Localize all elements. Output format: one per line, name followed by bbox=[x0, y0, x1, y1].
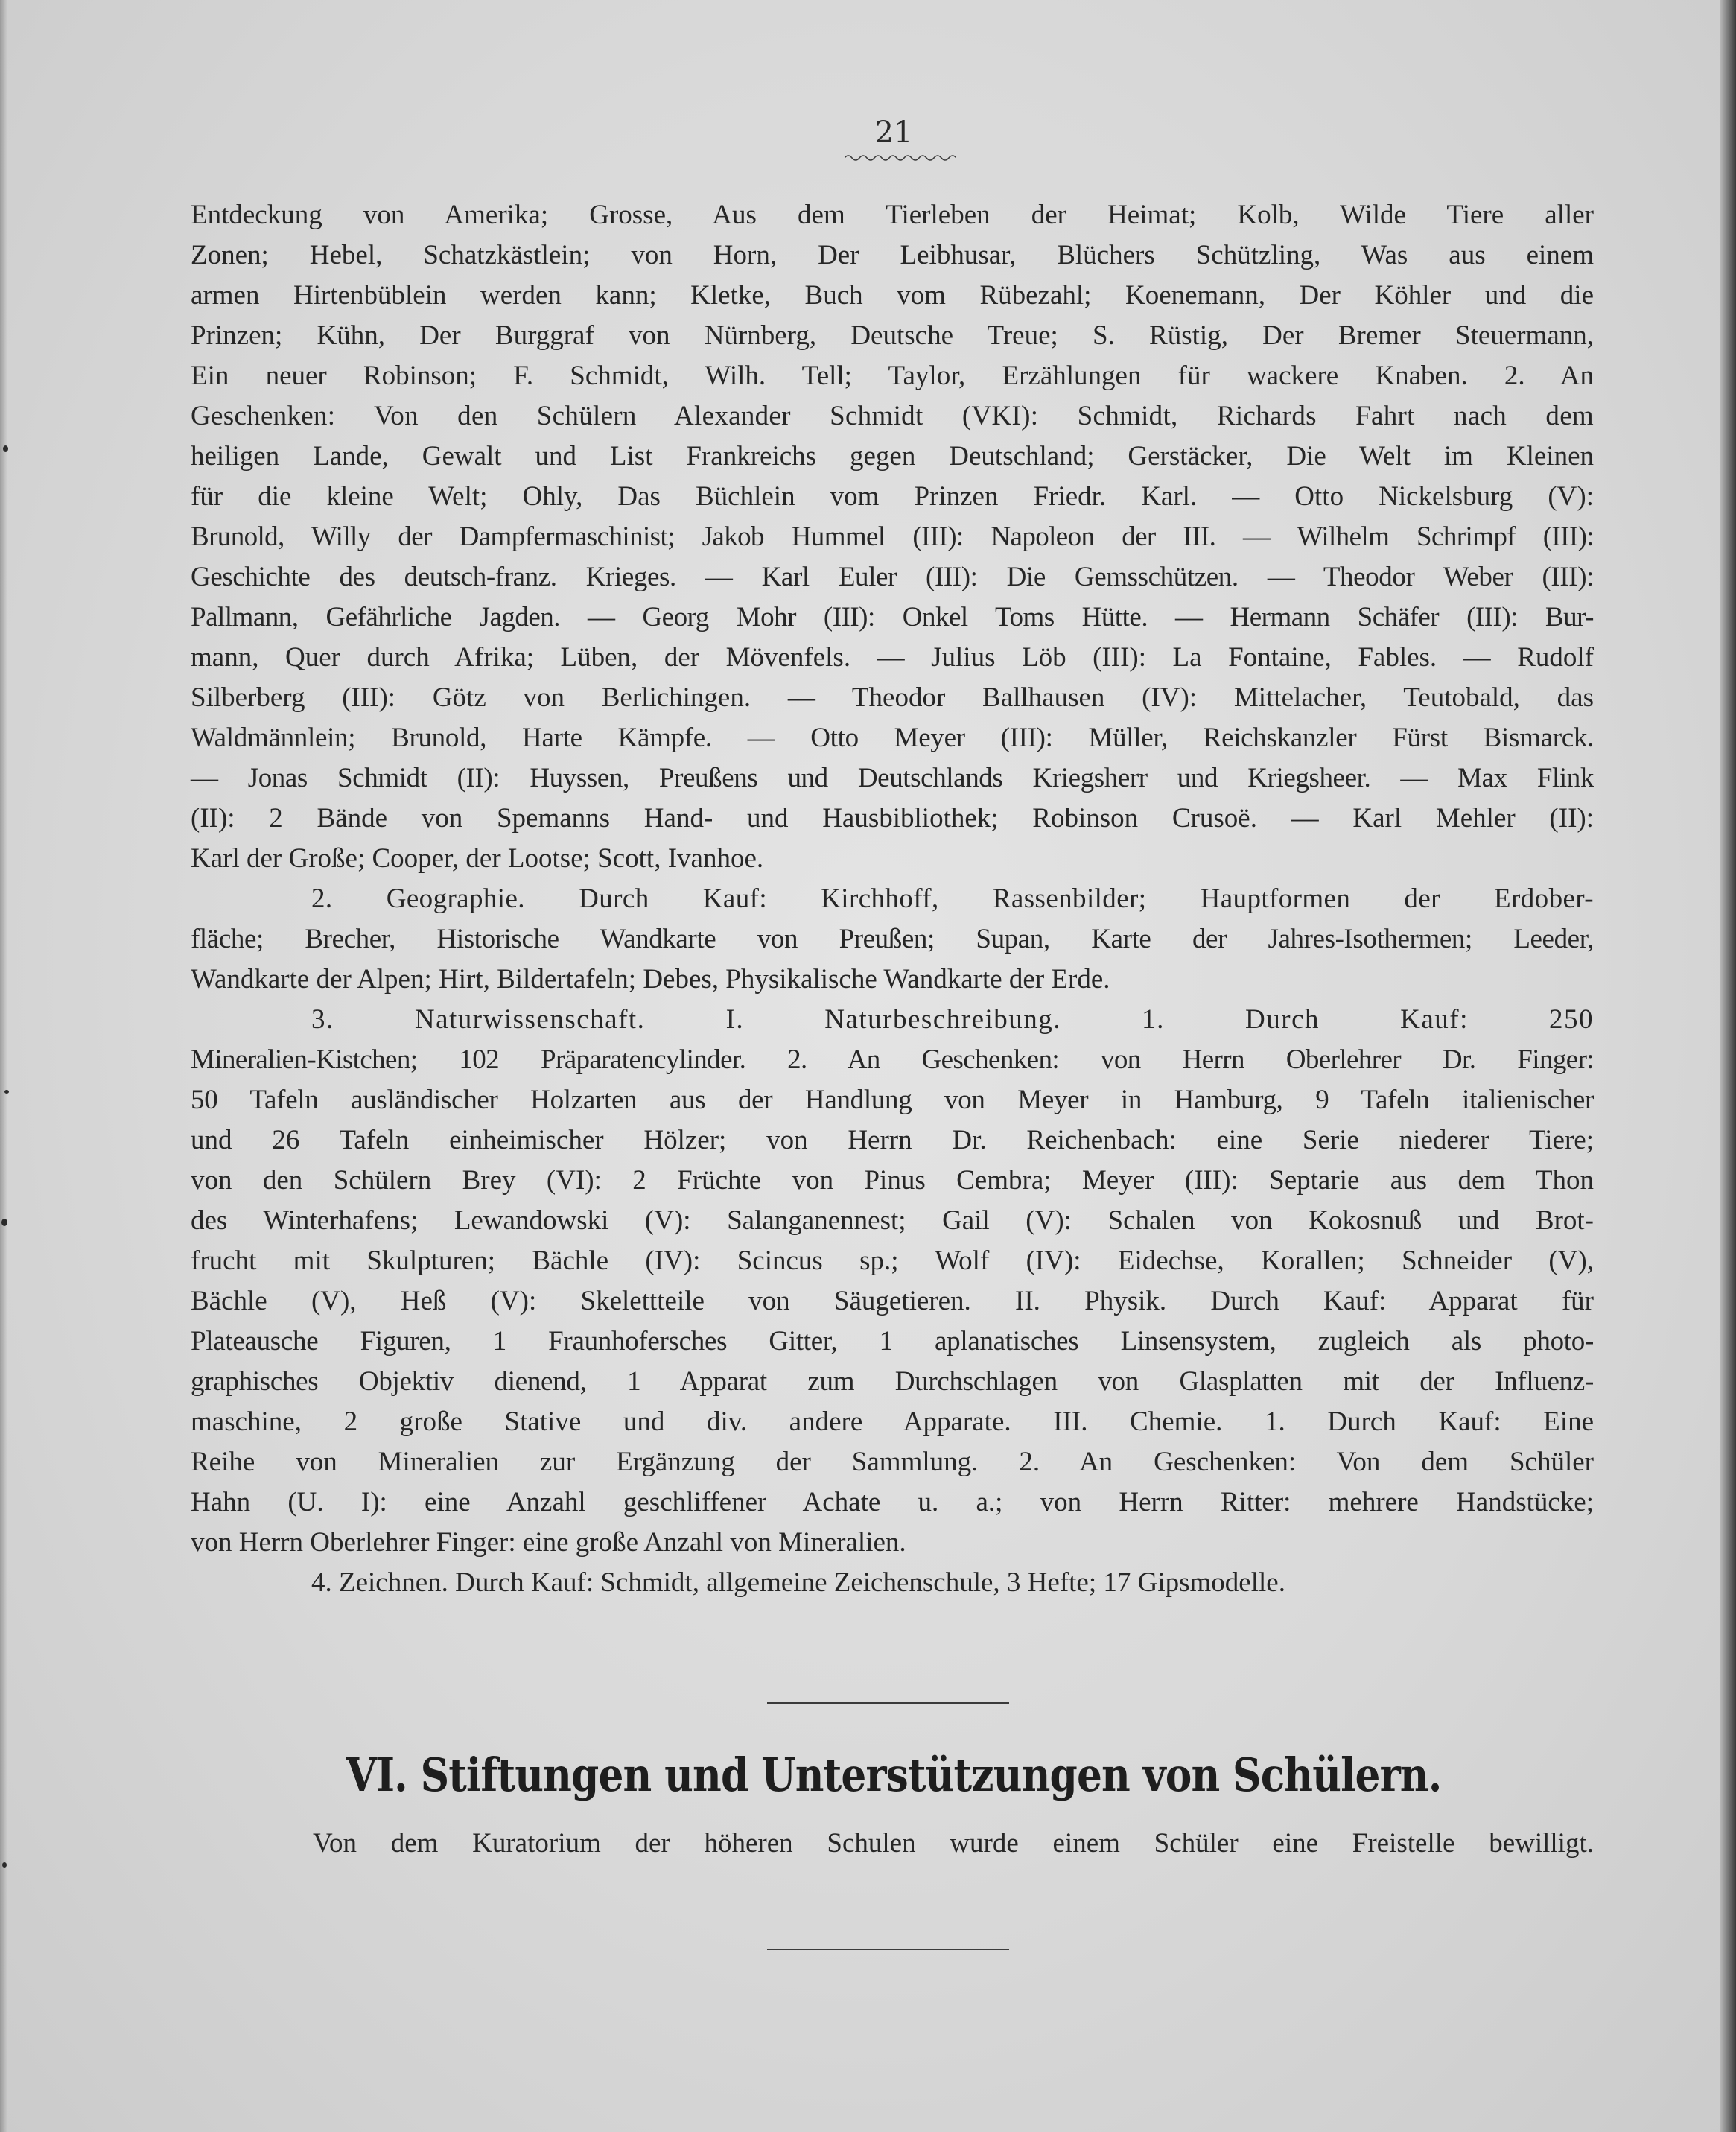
scan-speck bbox=[4, 1090, 9, 1094]
page-right-edge bbox=[1720, 0, 1736, 2132]
text-line: Plateausche Figuren, 1 Fraunhofersches Gitter, 1 aplanatisches Linsensystem, zugleich als photo- bbox=[191, 1326, 1594, 1357]
text-line: 50 Tafeln ausländischer Holzarten aus der Handlung von Meyer in Hamburg, 9 Tafeln italienischer bbox=[191, 1085, 1594, 1115]
page-left-shadow bbox=[0, 0, 7, 2132]
text-line: 3. Naturwissenschaft. I. Naturbeschreibung. 1. Durch Kauf: 250 bbox=[311, 1004, 1594, 1035]
text-line: mann, Quer durch Afrika; Lüben, der Mövenfels. — Julius Löb (III): La Fontaine, Fables. — Rudolf bbox=[191, 642, 1594, 673]
paragraph-natural-science bbox=[191, 1000, 1594, 1563]
text-line: Zonen; Hebel, Schatzkästlein; von Horn, Der Leibhusar, Blüchers Schützling, Was aus einem bbox=[191, 240, 1594, 270]
paragraph-geography bbox=[191, 879, 1594, 1000]
page-number: 21 bbox=[874, 115, 913, 150]
paragraph-drawing bbox=[191, 1563, 1594, 1603]
text-line: 2. Geographie. Durch Kauf: Kirchhoff, Rassenbilder; Hauptformen der Erdober- bbox=[311, 883, 1594, 914]
text-line: fläche; Brecher, Historische Wandkarte von Preußen; Supan, Karte der Jahres-Isothermen; Leeder, bbox=[191, 924, 1594, 954]
text-line: des Winterhafens; Lewandowski (V): Salanganennest; Gail (V): Schalen von Kokosnuß und Brot- bbox=[191, 1205, 1594, 1236]
text-line: Wandkarte der Alpen; Hirt, Bildertafeln; Debes, Physikalische Wandkarte der Erde. bbox=[191, 964, 1110, 994]
page-number-ornament bbox=[845, 153, 956, 163]
text-line: Reihe von Mineralien zur Ergänzung der Sammlung. 2. An Geschenken: Von dem Schüler bbox=[191, 1447, 1594, 1477]
text-line: 4. Zeichnen. Durch Kauf: Schmidt, allgemeine Zeichenschule, 3 Hefte; 17 Gipsmodelle. bbox=[311, 1567, 1285, 1598]
text-line: Pallmann, Gefährliche Jagden. — Georg Mohr (III): Onkel Toms Hütte. — Hermann Schäfer (III): Bur- bbox=[191, 602, 1594, 632]
text-line: graphisches Objektiv dienend, 1 Apparat zum Durchschlagen von Glasplatten mit der Influenz- bbox=[191, 1366, 1594, 1397]
text-line: Bächle (V), Heß (V): Skelettteile von Säugetieren. II. Physik. Durch Kauf: Apparat für bbox=[191, 1286, 1594, 1316]
text-line: (II): 2 Bände von Spemanns Hand- und Hausbibliothek; Robinson Crusoë. — Karl Mehler (II): bbox=[191, 803, 1594, 834]
scan-speck bbox=[2, 1862, 7, 1868]
text-line: für die kleine Welt; Ohly, Das Büchlein vom Prinzen Friedr. Karl. — Otto Nickelsburg (V): bbox=[191, 481, 1594, 512]
text-line: Entdeckung von Amerika; Grosse, Aus dem Tierleben der Heimat; Kolb, Wilde Tiere aller bbox=[191, 200, 1594, 230]
text-line: Waldmännlein; Brunold, Harte Kämpfe. — Otto Meyer (III): Müller, Reichskanzler Fürst Bismarck. bbox=[191, 723, 1594, 753]
body-text bbox=[191, 195, 1594, 1603]
section-divider bbox=[767, 1702, 1009, 1704]
text-line: von den Schülern Brey (VI): 2 Früchte von Pinus Cembra; Meyer (III): Septarie aus dem Thon bbox=[191, 1165, 1594, 1196]
text-line: Mineralien-Kistchen; 102 Präparatencylinder. 2. An Geschenken: von Herrn Oberlehrer Dr. Finger: bbox=[191, 1044, 1594, 1075]
text-line: Silberberg (III): Götz von Berlichingen. — Theodor Ballhausen (IV): Mittelacher, Teutobald, das bbox=[191, 682, 1594, 713]
text-line: — Jonas Schmidt (II): Huyssen, Preußens und Deutschlands Kriegsherr und Kriegsheer. — Max Flink bbox=[191, 763, 1594, 793]
section-heading: VI. Stiftungen und Unterstützungen von Schülern. bbox=[346, 1748, 1442, 1802]
text-line: Geschichte des deutsch-franz. Krieges. — Karl Euler (III): Die Gemsschützen. — Theodor Weber (III): bbox=[191, 562, 1594, 592]
text-line: Brunold, Willy der Dampfermaschinist; Jakob Hummel (III): Napoleon der III. — Wilhelm Schrimpf (III): bbox=[191, 521, 1594, 552]
text-line: frucht mit Skulpturen; Bächle (IV): Scincus sp.; Wolf (IV): Eidechse, Korallen; Schneider (V), bbox=[191, 1246, 1594, 1276]
text-line: Karl der Große; Cooper, der Lootse; Scott, Ivanhoe. bbox=[191, 843, 764, 874]
text-line: heiligen Lande, Gewalt und List Frankreichs gegen Deutschland; Gerstäcker, Die Welt im Kleinen bbox=[191, 441, 1594, 472]
text-line: Geschenken: Von den Schülern Alexander Schmidt (VKI): Schmidt, Richards Fahrt nach dem bbox=[191, 401, 1594, 431]
scan-speck bbox=[1, 1219, 7, 1226]
text-line: und 26 Tafeln einheimischer Hölzer; von Herrn Dr. Reichenbach: eine Serie niederer Tiere; bbox=[191, 1125, 1594, 1155]
text-line: Prinzen; Kühn, Der Burggraf von Nürnberg, Deutsche Treue; S. Rüstig, Der Bremer Steuermann, bbox=[191, 320, 1594, 351]
text-line: Hahn (U. I): eine Anzahl geschliffener Achate u. a.; von Herrn Ritter: mehrere Handstücke; bbox=[191, 1487, 1594, 1517]
scan-speck bbox=[3, 445, 8, 452]
text-line: maschine, 2 große Stative und div. andere Apparate. III. Chemie. 1. Durch Kauf: Eine bbox=[191, 1406, 1594, 1437]
section-text: Von dem Kuratorium der höheren Schulen wurde einem Schüler eine Freistelle bewilligt. bbox=[313, 1828, 1594, 1859]
text-line: Ein neuer Robinson; F. Schmidt, Wilh. Tell; Taylor, Erzählungen für wackere Knaben. 2. An bbox=[191, 361, 1594, 391]
text-line: von Herrn Oberlehrer Finger: eine große Anzahl von Mineralien. bbox=[191, 1527, 906, 1558]
paragraph-libraries bbox=[191, 195, 1594, 879]
section-divider bbox=[767, 1949, 1009, 1950]
text-line: armen Hirtenbüblein werden kann; Kletke, Buch vom Rübezahl; Koenemann, Der Köhler und die bbox=[191, 280, 1594, 311]
